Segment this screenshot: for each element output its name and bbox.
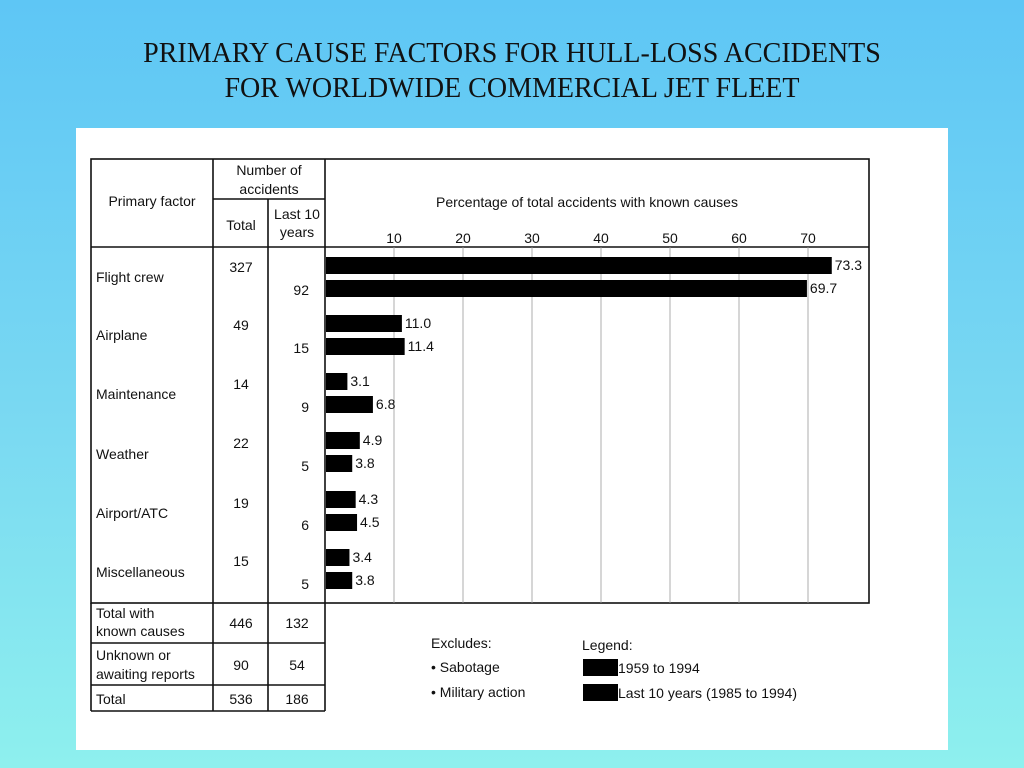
bar-airport-atc-series-2 [326, 514, 357, 531]
grand-total-last10: 186 [285, 691, 309, 707]
bar-label-miscellaneous-series-1: 3.4 [352, 549, 372, 565]
total-known-last10: 132 [285, 615, 309, 631]
header-last10-line2: years [279, 224, 315, 240]
x-tick-label-10: 10 [386, 230, 402, 246]
total-known-label-line1: Total with [96, 605, 155, 621]
row-last10-flight-crew: 92 [293, 282, 309, 298]
bar-airplane-series-1 [326, 315, 402, 332]
bar-label-miscellaneous-series-2: 3.8 [355, 572, 375, 588]
row-factor-airplane: Airplane [96, 327, 148, 343]
x-tick-label-60: 60 [731, 230, 747, 246]
row-factor-weather: Weather [96, 446, 149, 462]
chart-figure [76, 128, 948, 750]
row-last10-airport-atc: 6 [301, 517, 309, 533]
row-factor-miscellaneous: Miscellaneous [96, 564, 185, 580]
bar-label-flight-crew-series-1: 73.3 [834, 257, 863, 273]
bar-weather-series-1 [326, 432, 360, 449]
bar-label-airport-atc-series-2: 4.5 [360, 514, 380, 530]
bar-label-weather-series-1: 4.9 [362, 432, 383, 448]
unknown-label-line2: awaiting reports [96, 666, 195, 682]
x-tick-label-20: 20 [455, 230, 471, 246]
bar-value-labels [350, 257, 862, 588]
title-line-2: FOR WORLDWIDE COMMERCIAL JET FLEET [224, 73, 800, 104]
header-number-line1: Number of [236, 162, 302, 178]
header-primary-factor: Primary factor [108, 193, 196, 209]
bar-flight-crew-series-1 [326, 257, 832, 274]
bar-airport-atc-series-1 [326, 491, 356, 508]
unknown-total: 90 [233, 657, 249, 673]
row-total-flight-crew: 327 [229, 259, 253, 275]
legend-swatch-1959-1994 [583, 659, 618, 676]
excludes-item-sabotage: • Sabotage [431, 659, 500, 675]
bar-weather-series-2 [326, 455, 352, 472]
row-factor-maintenance: Maintenance [96, 386, 177, 402]
bar-label-weather-series-2: 3.8 [355, 455, 375, 471]
header-total: Total [226, 217, 256, 233]
grand-total-label: Total [96, 691, 126, 707]
grand-total-total: 536 [229, 691, 253, 707]
chart-gridlines [394, 247, 808, 603]
legend-swatch-last10 [583, 684, 618, 701]
bar-flight-crew-series-2 [326, 280, 807, 297]
chart-title: Percentage of total accidents with known causes [436, 194, 738, 210]
bar-label-airplane-series-2: 11.4 [407, 338, 434, 354]
x-tick-label-70: 70 [800, 230, 816, 246]
header-number-line2: accidents [239, 181, 299, 197]
bar-label-maintenance-series-2: 6.8 [375, 396, 396, 412]
bar-label-maintenance-series-1: 3.1 [350, 373, 370, 389]
bar-label-airplane-series-1: 11.0 [404, 315, 432, 331]
row-total-weather: 22 [233, 435, 249, 451]
x-tick-label-30: 30 [524, 230, 540, 246]
row-total-miscellaneous: 15 [233, 553, 249, 569]
header-last10-line1: Last 10 [274, 206, 320, 222]
row-total-maintenance: 14 [233, 376, 249, 392]
unknown-last10: 54 [289, 657, 305, 673]
bar-miscellaneous-series-1 [326, 549, 349, 566]
row-last10-miscellaneous: 5 [301, 576, 309, 592]
slide-title [0, 36, 1024, 106]
excludes-item-military: • Military action [431, 684, 526, 700]
table-grid-lines [91, 159, 869, 711]
row-factor-flight-crew: Flight crew [96, 269, 164, 285]
title-line-1: PRIMARY CAUSE FACTORS FOR HULL-LOSS ACCIDENTS [143, 38, 881, 69]
bar-series [326, 257, 832, 589]
bar-airplane-series-2 [326, 338, 405, 355]
total-known-label-line2: known causes [96, 623, 185, 639]
excludes-heading: Excludes: [431, 635, 492, 651]
row-total-airplane: 49 [233, 317, 249, 333]
bar-maintenance-series-1 [326, 373, 347, 390]
x-tick-label-50: 50 [662, 230, 678, 246]
row-last10-weather: 5 [301, 458, 309, 474]
legend-label-last10: Last 10 years (1985 to 1994) [618, 685, 798, 701]
row-last10-airplane: 15 [293, 340, 309, 356]
figure-sheet [76, 128, 948, 750]
bar-label-airport-atc-series-1: 4.3 [358, 491, 379, 507]
row-total-airport-atc: 19 [233, 495, 249, 511]
row-last10-maintenance: 9 [301, 399, 309, 415]
legend-label-1959-1994: 1959 to 1994 [618, 660, 700, 676]
x-tick-labels [386, 230, 816, 246]
row-factor-airport-atc: Airport/ATC [96, 505, 169, 521]
unknown-label-line1: Unknown or [96, 647, 171, 663]
bar-label-flight-crew-series-2: 69.7 [809, 280, 838, 296]
total-known-total: 446 [229, 615, 253, 631]
x-tick-label-40: 40 [593, 230, 609, 246]
legend-heading: Legend: [582, 637, 633, 653]
bar-miscellaneous-series-2 [326, 572, 352, 589]
bar-maintenance-series-2 [326, 396, 373, 413]
